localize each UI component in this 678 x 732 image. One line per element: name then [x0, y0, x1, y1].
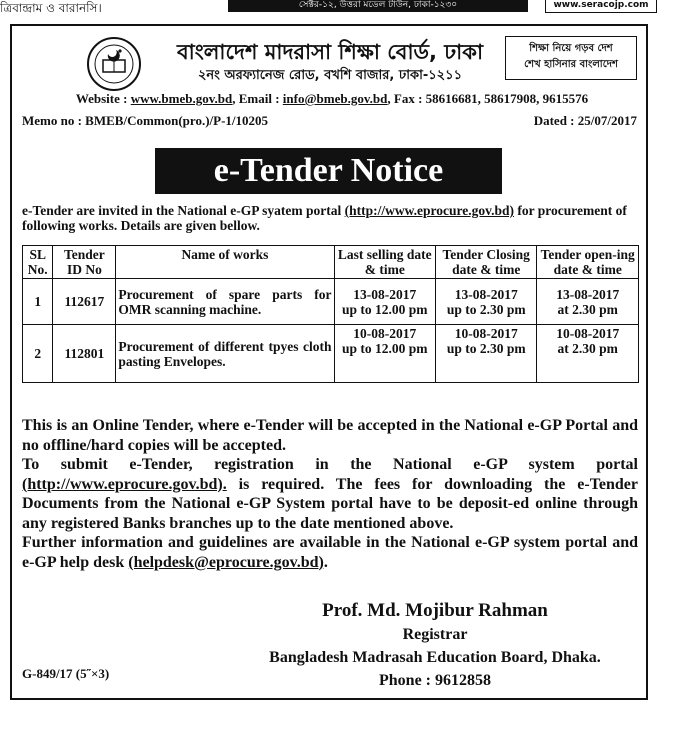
sell-time: up to 12.00 pm	[342, 301, 428, 317]
notice-body	[22, 416, 638, 572]
close-time: up to 2.30 pm	[446, 341, 526, 356]
col-opening: Tender open-ing date & time	[537, 246, 639, 279]
sell-date: 13-08-2017	[353, 286, 417, 302]
helpdesk-paragraph	[22, 533, 638, 572]
intro-text-1: e-Tender are invited in the National e-GP syatem portal	[22, 203, 345, 218]
email-link[interactable]: info@bmeb.gov.bd	[282, 91, 388, 106]
row-tender-id: 112617	[53, 279, 116, 325]
row-sl: 2	[23, 325, 53, 383]
open-date: 10-08-2017	[556, 326, 620, 341]
helpdesk-text-2: .	[323, 553, 328, 571]
notice-date: Dated : 25/07/2017	[533, 113, 637, 128]
open-date: 13-08-2017	[556, 286, 620, 302]
row-last-selling	[334, 325, 435, 383]
col-name: Name of works	[116, 246, 334, 279]
slogan-line-1: শিক্ষা নিয়ে গড়ব দেশ	[529, 43, 613, 54]
registration-text-1: To submit e-Tender, registration in the National e-GP system portal	[22, 456, 638, 473]
row-opening	[537, 279, 639, 325]
slogan-line-2: শেখ হাসিনার বাংলাদেশ	[524, 59, 618, 70]
clipped-top-text: ত্রিবান্দ্রাম ও বারানসি।	[0, 1, 102, 15]
eprocure-link[interactable]: (http://www.eprocure.gov.bd)	[344, 203, 514, 218]
row-last-selling	[334, 279, 435, 325]
row-work-name: Procurement of different tpyes cloth pasting Envelopes.	[116, 325, 334, 383]
table-row	[23, 325, 639, 383]
online-tender-paragraph: This is an Online Tender, where e-Tender will be accepted in the National e-GP Portal and no offline/hard copies will be accepted.	[22, 417, 638, 454]
fax-text: , Fax : 58616681, 58617908, 9615576	[387, 91, 589, 106]
works-table	[22, 245, 639, 383]
registration-text-2: is required. The fees for downloading the e-Tender Documents from the National e-GP System portal have to be deposit-ed online through any registered Banks branches up to the date mentioned above.	[22, 475, 638, 532]
registration-paragraph	[22, 455, 638, 533]
row-sl: 1	[23, 279, 53, 325]
helpdesk-email-link[interactable]: (helpdesk@eprocure.gov.bd)	[128, 553, 324, 571]
row-closing	[436, 325, 537, 383]
sell-time: up to 12.00 pm	[342, 341, 428, 356]
board-seal-icon	[86, 36, 142, 92]
col-tender-id: Tender ID No	[53, 246, 116, 279]
org-name-bangla: বাংলাদেশ মাদরাসা শিক্ষা বোর্ড, ঢাকা	[176, 40, 484, 64]
close-time: up to 2.30 pm	[446, 301, 526, 317]
open-time: at 2.30 pm	[557, 341, 618, 356]
clipped-top-strip: সেক্টর-১২, উত্তরা মডেল টাউন, ঢাকা-১২৩০	[228, 0, 528, 12]
row-tender-id: 112801	[53, 325, 116, 383]
contact-line	[22, 91, 642, 107]
col-sl: SL No.	[23, 246, 53, 279]
col-closing: Tender Closing date & time	[436, 246, 537, 279]
row-opening	[537, 325, 639, 383]
table-row	[23, 279, 639, 325]
website-label: Website :	[75, 91, 128, 106]
signatory-phone: Phone : 9612858	[379, 672, 491, 689]
close-date: 13-08-2017	[454, 286, 518, 302]
notice-title: e-Tender Notice	[155, 148, 502, 194]
sell-date: 10-08-2017	[353, 326, 417, 341]
ad-code: G-849/17 (5˝×3)	[22, 666, 110, 681]
website-link[interactable]: www.bmeb.gov.bd	[130, 91, 233, 106]
row-closing	[436, 279, 537, 325]
col-last-selling: Last selling date & time	[334, 246, 435, 279]
email-label: , Email :	[232, 91, 280, 106]
open-time: at 2.30 pm	[557, 301, 618, 317]
signatory-organization: Bangladesh Madrasah Education Board, Dhaka.	[269, 649, 601, 666]
row-work-name: Procurement of spare parts for OMR scanning machine.	[116, 279, 334, 325]
eprocure-link[interactable]: (http://www.eprocure.gov.bd).	[22, 475, 227, 493]
org-address-bangla: ২নং অরফ্যানেজ রোড, বখশি বাজার, ঢাকা-১২১১	[197, 68, 463, 83]
intro-text-2: for procurement of following works. Details are given bellow.	[22, 203, 627, 233]
helpdesk-text-1: Further information and guidelines are available in the National e-GP system portal and e-GP help desk	[22, 534, 638, 571]
memo-number: Memo no : BMEB/Common(pro.)/P-1/10205	[22, 113, 269, 128]
signatory-name: Prof. Md. Mojibur Rahman	[322, 600, 548, 621]
clipped-top-site: www.seracojp.com	[545, 0, 657, 13]
intro-paragraph	[22, 203, 638, 233]
signatory-designation: Registrar	[402, 626, 468, 643]
close-date: 10-08-2017	[454, 326, 518, 341]
table-header-row	[23, 246, 639, 279]
slogan-box	[505, 36, 637, 80]
